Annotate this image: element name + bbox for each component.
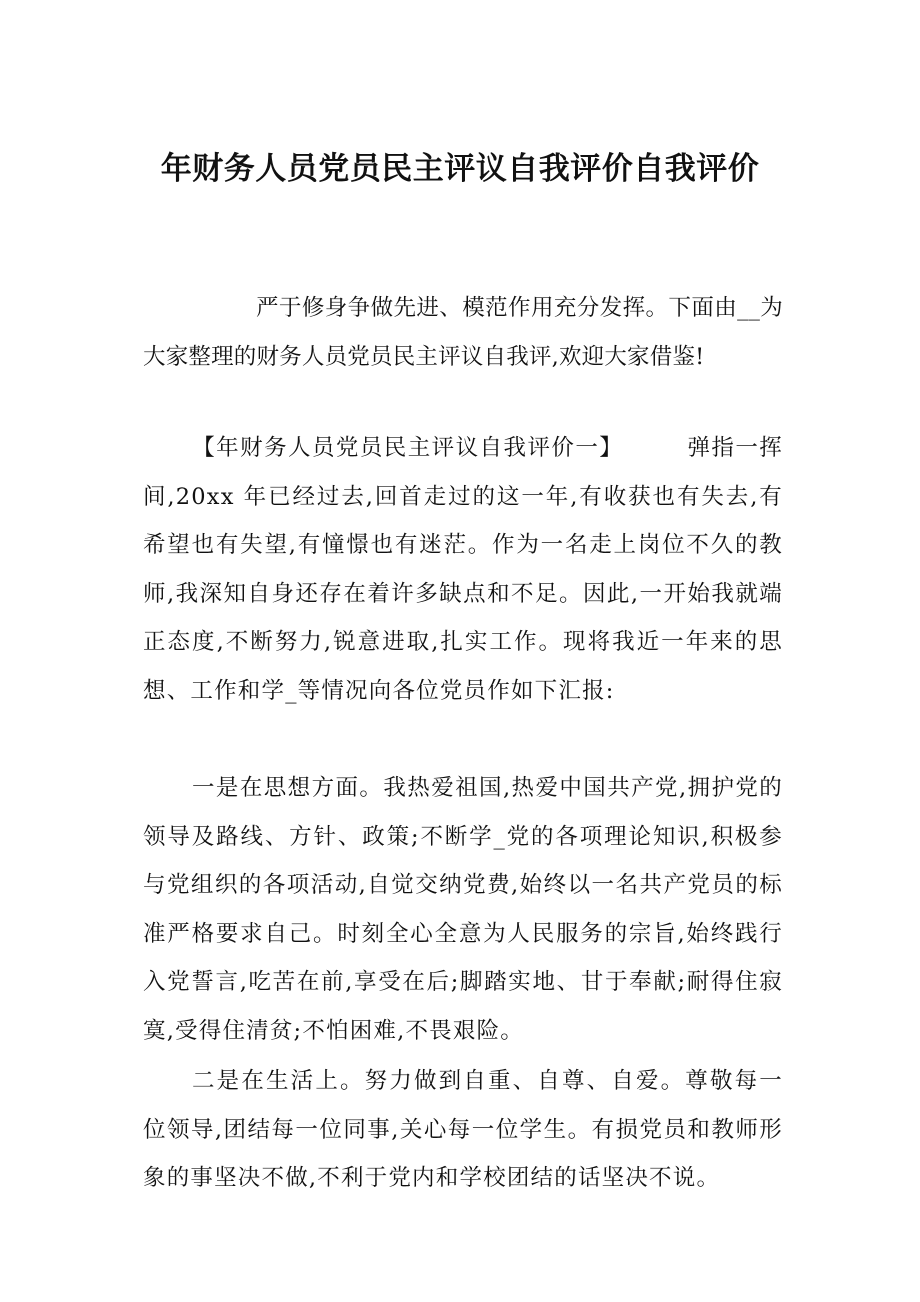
thought-text: 一是在思想方面。我热爱祖国,热爱中国共产党,拥护党的领导及路线、方针、政策;不断学_党的各项理论知识,积极参与党组织的各项活动,自觉交纳党费,始终以一名共产党员的标准严格要求自己。时刻全心全意为人民服务的宗旨,始终践行入党誓言,吃苦在前,享受在后;脚踏实地、甘于奉献;耐得住寂寞,受得住清贫;不怕困难,不畏艰险。 bbox=[143, 775, 783, 1044]
intro-text: 严于修身争做先进、模范作用充分发挥。下面由__为大家整理的财务人员党员民主评议自我评,欢迎大家借鉴! bbox=[143, 295, 783, 370]
section1-paragraph bbox=[143, 424, 783, 716]
section1-heading: 【年财务人员党员民主评议自我评价一】 bbox=[192, 435, 624, 461]
thought-paragraph bbox=[143, 764, 783, 1056]
document-title bbox=[140, 140, 780, 199]
section1-body: 弹指一挥间,20xx 年已经过去,回首走过的这一年,有收获也有失去,有希望也有失望,有憧憬也有迷茫。作为一名走上岗位不久的教师,我深知自身还存在着许多缺点和不足。因此,一开始我就端正态度,不断努力,锐意进取,扎实工作。现将我近一年来的思想、工作和学_等情况向各位党员作如下汇报: bbox=[143, 435, 783, 704]
title-text: 年财务人员党员民主评议自我评价自我评价 bbox=[160, 151, 760, 187]
intro-paragraph bbox=[143, 284, 783, 381]
life-paragraph bbox=[143, 1057, 783, 1203]
life-text: 二是在生活上。努力做到自重、自尊、自爱。尊敬每一位领导,团结每一位同事,关心每一位学生。有损党员和教师形象的事坚决不做,不利于党内和学校团结的话坚决不说。 bbox=[143, 1068, 783, 1192]
